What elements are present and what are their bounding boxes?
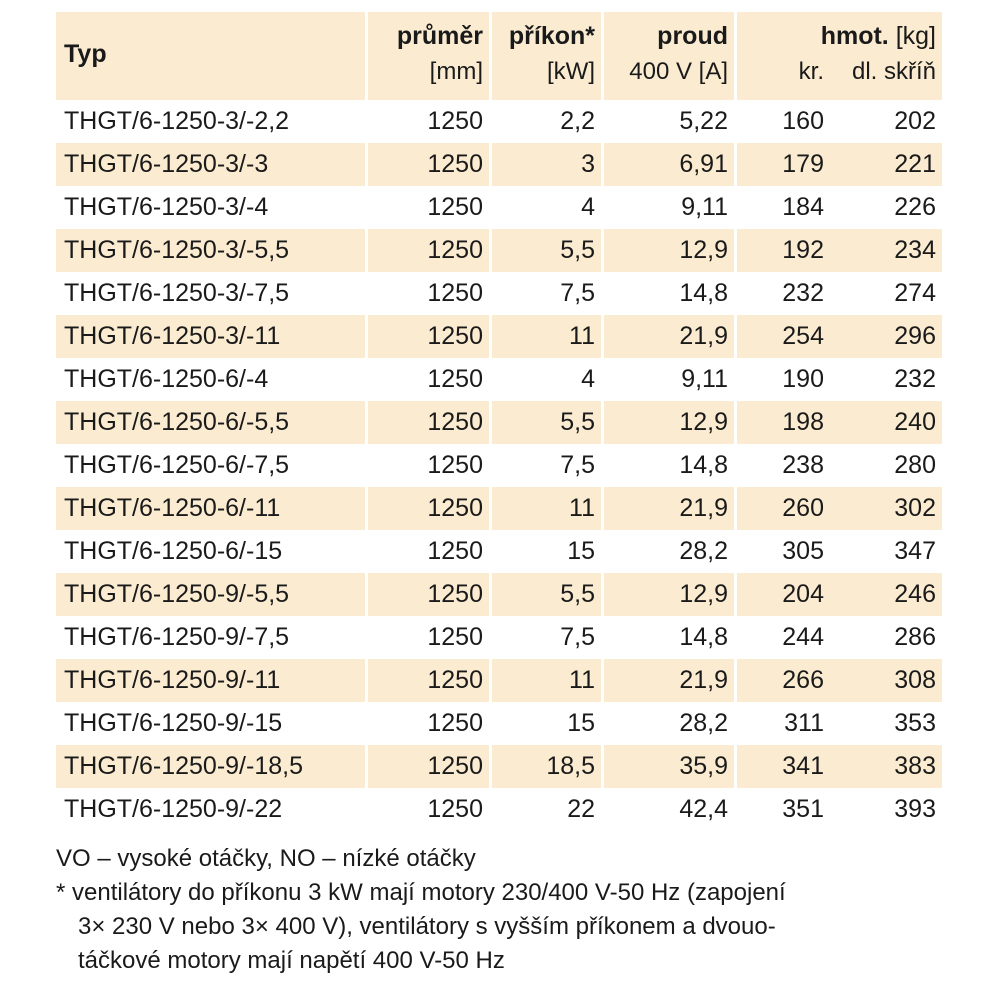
cell-prumer: 1250: [368, 272, 492, 315]
table-body: [56, 100, 942, 831]
cell-prikon: 4: [492, 186, 604, 229]
header-hmot-dl-label: dl. skříň: [851, 58, 936, 85]
cell-prumer: 1250: [368, 745, 492, 788]
header-proud-title: proud: [657, 22, 728, 50]
cell-typ: THGT/6-1250-3/-5,5: [56, 229, 368, 272]
cell-typ: THGT/6-1250-6/-5,5: [56, 401, 368, 444]
cell-prikon: 15: [492, 702, 604, 745]
cell-kr: 266: [737, 659, 830, 702]
cell-prumer: 1250: [368, 659, 492, 702]
cell-kr: 192: [737, 229, 830, 272]
cell-proud: 9,11: [604, 358, 737, 401]
cell-typ: THGT/6-1250-3/-3: [56, 143, 368, 186]
footnote-asterisk-cont-1: 3× 230 V nebo 3× 400 V), ventilátory s vyšším příkonem a dvouo-: [78, 913, 776, 940]
table-row: [56, 100, 942, 143]
cell-proud: 12,9: [604, 401, 737, 444]
header-typ: [56, 12, 368, 100]
cell-typ: THGT/6-1250-9/-11: [56, 659, 368, 702]
cell-typ: THGT/6-1250-3/-4: [56, 186, 368, 229]
cell-dl: 202: [894, 107, 936, 135]
cell-prumer: 1250: [368, 444, 492, 487]
cell-prumer: 1250: [368, 315, 492, 358]
cell-kr: 232: [782, 279, 824, 307]
footnote-asterisk-cont-2: táčkové motory mají napětí 400 V-50 Hz: [78, 947, 505, 974]
cell-dl: 234: [830, 229, 942, 272]
cell-dl: 393: [894, 795, 936, 823]
cell-prumer: 1250: [368, 401, 492, 444]
table-row: [56, 530, 942, 573]
table-row: [56, 358, 942, 401]
cell-prumer: 1250: [368, 530, 492, 573]
table-row: [56, 702, 942, 745]
cell-proud: 28,2: [604, 702, 737, 745]
cell-kr: 341: [737, 745, 830, 788]
cell-typ: THGT/6-1250-3/-2,2: [56, 100, 368, 143]
cell-prikon: 5,5: [492, 573, 604, 616]
table-row: [56, 573, 942, 616]
header-prikon-title: příkon*: [508, 22, 595, 50]
cell-kr: 179: [737, 143, 830, 186]
header-prikon: [492, 12, 604, 100]
cell-prumer: 1250: [368, 358, 492, 401]
cell-typ: THGT/6-1250-3/-7,5: [56, 272, 368, 315]
header-prumer-title: průměr: [396, 22, 483, 50]
header-proud: [604, 12, 737, 100]
cell-proud: 35,9: [604, 745, 737, 788]
footnotes: [56, 842, 956, 978]
table-row: [56, 186, 942, 229]
cell-typ: THGT/6-1250-3/-11: [56, 315, 368, 358]
table-row: [56, 745, 942, 788]
cell-proud: 14,8: [604, 272, 737, 315]
cell-dl: 240: [830, 401, 942, 444]
cell-kr: 204: [737, 573, 830, 616]
header-hmot-kr: [737, 12, 830, 100]
cell-dl: 296: [830, 315, 942, 358]
cell-dl: 286: [894, 623, 936, 651]
header-prikon-unit: [kW]: [547, 58, 595, 85]
cell-typ: THGT/6-1250-9/-22: [56, 788, 368, 831]
table-row: [56, 616, 942, 659]
cell-prikon: 15: [492, 530, 604, 573]
cell-prikon: 18,5: [492, 745, 604, 788]
cell-dl: 353: [894, 709, 936, 737]
cell-prikon: 11: [492, 487, 604, 530]
table-row: [56, 229, 942, 272]
cell-prikon: 4: [492, 358, 604, 401]
table-row: [56, 487, 942, 530]
cell-prumer: 1250: [368, 186, 492, 229]
cell-typ: THGT/6-1250-9/-5,5: [56, 573, 368, 616]
cell-prumer: 1250: [368, 702, 492, 745]
header-hmot-dl: [820, 12, 942, 100]
cell-dl: 221: [830, 143, 942, 186]
cell-kr: 190: [782, 365, 824, 393]
cell-kr: 160: [782, 107, 824, 135]
cell-dl: 347: [894, 537, 936, 565]
cell-typ: THGT/6-1250-9/-18,5: [56, 745, 368, 788]
cell-kr: 244: [782, 623, 824, 651]
cell-proud: 9,11: [604, 186, 737, 229]
cell-proud: 28,2: [604, 530, 737, 573]
cell-prikon: 2,2: [492, 100, 604, 143]
cell-dl: 308: [830, 659, 942, 702]
cell-typ: THGT/6-1250-9/-15: [56, 702, 368, 745]
cell-kr: 311: [784, 709, 824, 737]
spec-table-container: [56, 12, 942, 831]
cell-kr: 198: [737, 401, 830, 444]
cell-kr: 184: [782, 193, 824, 221]
cell-dl: 246: [830, 573, 942, 616]
cell-kr: 260: [737, 487, 830, 530]
cell-proud: 42,4: [604, 788, 737, 831]
cell-dl: 232: [894, 365, 936, 393]
cell-prumer: 1250: [368, 100, 492, 143]
table-row: [56, 315, 942, 358]
cell-prikon: 11: [492, 659, 604, 702]
cell-proud: 14,8: [604, 616, 737, 659]
footnote-asterisk: * ventilátory do příkonu 3 kW mají motory 230/400 V-50 Hz (zapojení: [56, 879, 786, 906]
table-header: [56, 12, 942, 100]
header-hmot-title-text: hmot.: [820, 22, 889, 50]
cell-proud: 6,91: [604, 143, 737, 186]
cell-proud: 21,9: [604, 659, 737, 702]
header-prumer: [368, 12, 492, 100]
table-row: [56, 659, 942, 702]
cell-kr: 305: [782, 537, 824, 565]
cell-proud: 12,9: [604, 573, 737, 616]
header-hmot-title: [821, 22, 936, 51]
cell-prumer: 1250: [368, 229, 492, 272]
cell-kr: 254: [737, 315, 830, 358]
cell-prumer: 1250: [368, 788, 492, 831]
cell-proud: 12,9: [604, 229, 737, 272]
cell-prumer: 1250: [368, 143, 492, 186]
cell-typ: THGT/6-1250-6/-7,5: [56, 444, 368, 487]
table-row: [56, 272, 942, 315]
cell-prikon: 5,5: [492, 401, 604, 444]
cell-dl: 274: [894, 279, 936, 307]
table-row: [56, 444, 942, 487]
cell-typ: THGT/6-1250-6/-15: [56, 530, 368, 573]
cell-kr: 351: [782, 795, 824, 823]
cell-prumer: 1250: [368, 573, 492, 616]
cell-dl: 383: [830, 745, 942, 788]
cell-prikon: 7,5: [492, 272, 604, 315]
cell-dl: 302: [830, 487, 942, 530]
cell-dl: 226: [894, 193, 936, 221]
cell-dl: 280: [894, 451, 936, 479]
cell-prikon: 11: [492, 315, 604, 358]
cell-proud: 14,8: [604, 444, 737, 487]
cell-proud: 21,9: [604, 487, 737, 530]
cell-typ: THGT/6-1250-6/-11: [56, 487, 368, 530]
cell-prumer: 1250: [368, 487, 492, 530]
table-row: [56, 788, 942, 831]
cell-typ: THGT/6-1250-6/-4: [56, 358, 368, 401]
cell-proud: 5,22: [604, 100, 737, 143]
cell-prikon: 5,5: [492, 229, 604, 272]
cell-prumer: 1250: [368, 616, 492, 659]
spec-table: [56, 12, 942, 831]
table-row: [56, 401, 942, 444]
header-hmot-unit: [kg]: [895, 22, 936, 50]
cell-prikon: 3: [492, 143, 604, 186]
header-prumer-unit: [mm]: [429, 58, 483, 85]
cell-prikon: 7,5: [492, 444, 604, 487]
header-proud-unit: 400 V [A]: [629, 58, 728, 85]
header-hmot-kr-label: kr.: [798, 58, 824, 85]
cell-prikon: 22: [492, 788, 604, 831]
cell-prikon: 7,5: [492, 616, 604, 659]
cell-proud: 21,9: [604, 315, 737, 358]
footnote-legend: VO – vysoké otáčky, NO – nízké otáčky: [56, 845, 476, 872]
header-typ-label: Typ: [64, 40, 107, 68]
cell-kr: 238: [782, 451, 824, 479]
table-row: [56, 143, 942, 186]
cell-typ: THGT/6-1250-9/-7,5: [56, 616, 368, 659]
